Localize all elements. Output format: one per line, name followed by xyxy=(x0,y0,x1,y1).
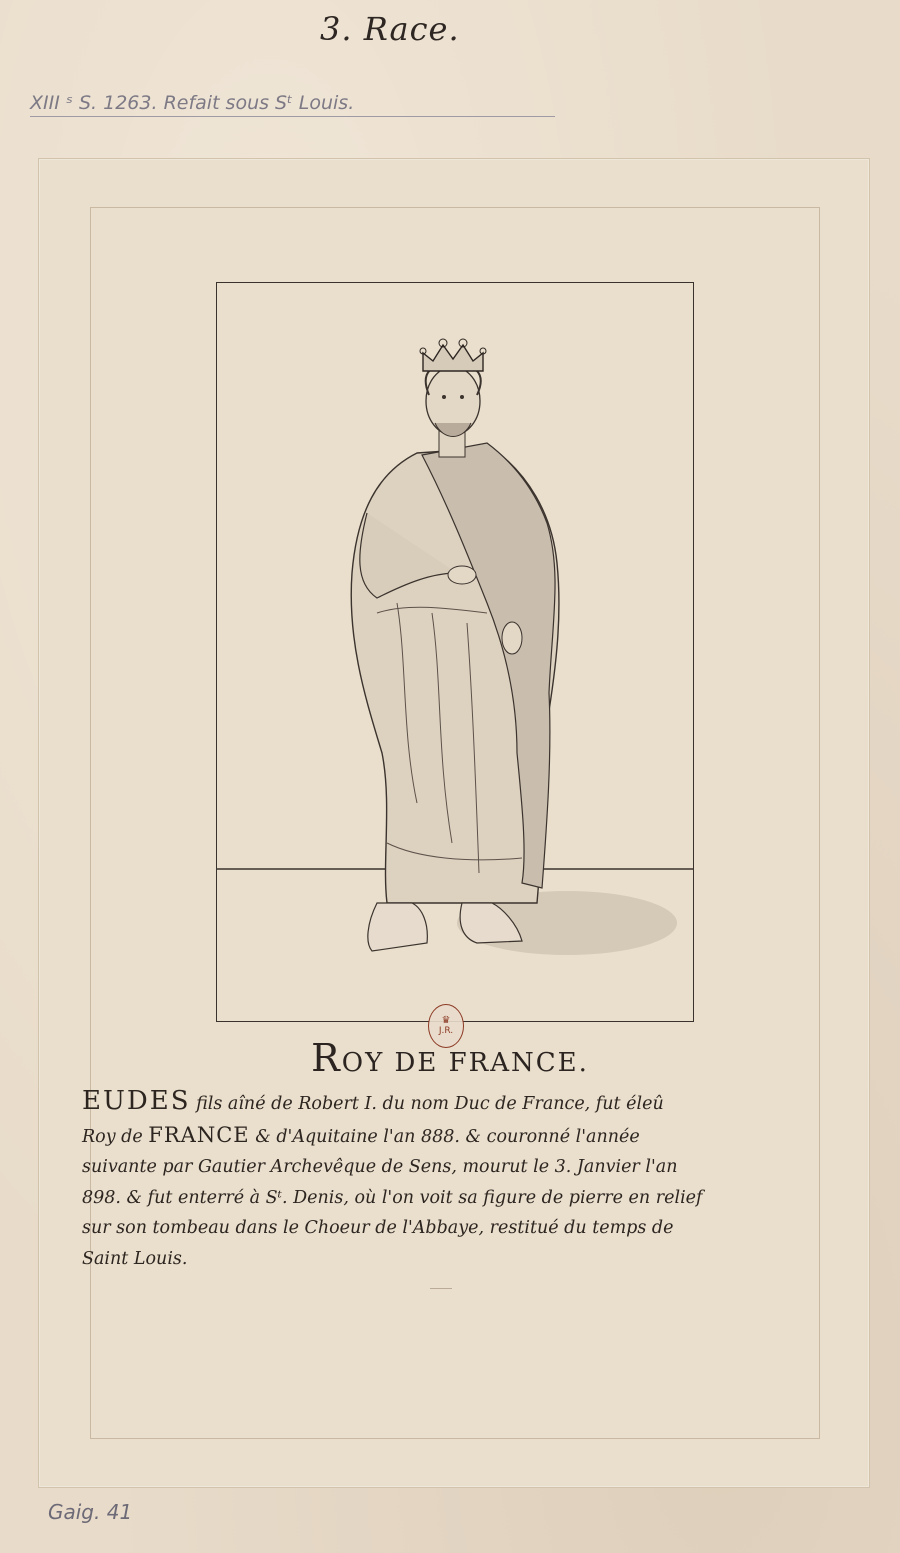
text-line-1-rest: fils aîné de Robert I. du nom Duc de France, fut éleû xyxy=(190,1094,664,1114)
text-line-2-start: Roy de xyxy=(82,1126,149,1147)
text-line-4: 898. & fut enterré à Sᵗ. Denis, où l'on voit sa figure de pierre en relief xyxy=(82,1187,703,1208)
divider-mark xyxy=(430,1288,452,1289)
catalog-number: Gaig. 41 xyxy=(48,1500,133,1524)
title-rest: OY DE FRANCE. xyxy=(341,1048,589,1078)
text-line-3: suivante par Gautier Archevêque de Sens, mourut le 3. Janvier l'an xyxy=(82,1157,678,1177)
text-line-6: Saint Louis. xyxy=(82,1248,188,1269)
king-figure-illustration xyxy=(217,283,693,1021)
engraving-plate xyxy=(216,282,694,1022)
text-line-2-rest: & d'Aquitaine l'an 888. & couronné l'année xyxy=(249,1126,640,1147)
stamp-text: J.R. xyxy=(438,1026,454,1036)
crown-icon: ♛ xyxy=(441,1015,451,1026)
biography-text xyxy=(82,1086,822,1274)
text-line-1 xyxy=(82,1086,822,1120)
race-heading: 3. Race. xyxy=(320,10,460,48)
pencil-annotation: XIII ˢ S. 1263. Refait sous Sᵗ Louis. xyxy=(30,92,555,117)
kingdom-name: FRANCE xyxy=(148,1122,250,1147)
caption-title xyxy=(0,1036,900,1080)
text-line-5: sur son tombeau dans le Choeur de l'Abbaye, restitué du temps de xyxy=(82,1218,674,1238)
king-name: EUDES xyxy=(82,1086,191,1116)
text-line-2 xyxy=(82,1120,822,1153)
title-initial: R xyxy=(311,1036,342,1080)
